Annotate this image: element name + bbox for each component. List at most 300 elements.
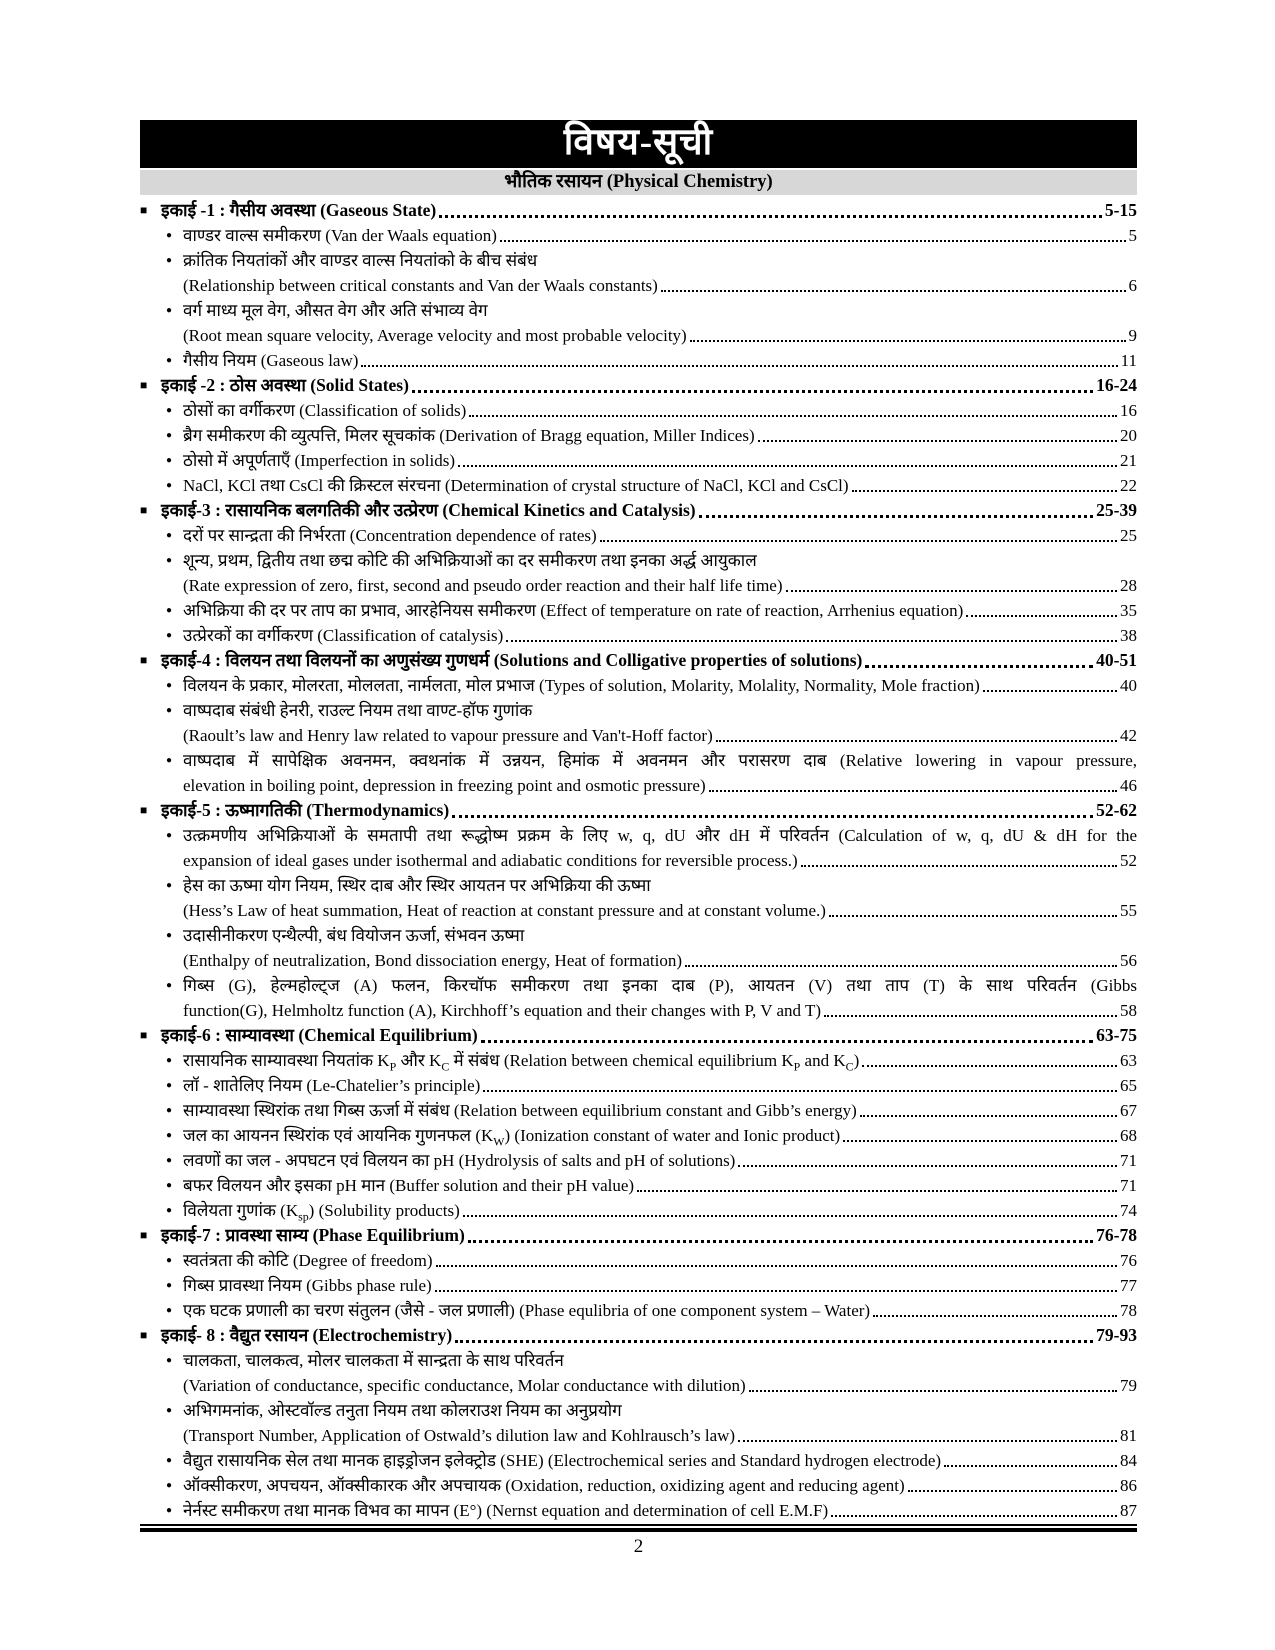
toc-item-text: बफर विलयन और इसका pH मान (Buffer solution and their pH value): [183, 1176, 635, 1195]
toc-item-body: [183, 1198, 1137, 1223]
toc-item-text: विलयन के प्रकार, मोलरता, मोललता, नार्मलता, मोल प्रभाज (Types of solution, Molarity, Molality, Normality, Mole fraction): [183, 676, 980, 695]
toc-item-text: (Enthalpy of neutralization, Bond dissociation energy, Heat of formation): [183, 951, 683, 970]
circle-bullet-icon: ●: [166, 1055, 173, 1066]
leader-dots-icon: [435, 1290, 1117, 1292]
leader-dots-icon: [690, 340, 1126, 342]
toc-section-text: इकाई-5 : ऊष्मागतिकी (Thermodynamics): [161, 800, 450, 820]
toc-item: [140, 698, 1137, 748]
toc-section-heading-body: [161, 198, 1137, 223]
toc-item-lastline: [183, 848, 1137, 873]
footer-page-number: 2: [633, 1536, 644, 1557]
circle-bullet-icon: ●: [166, 1480, 173, 1491]
leader-dots-icon: [452, 815, 1093, 818]
toc-item: [140, 223, 1137, 248]
toc-item-page: 21: [1120, 451, 1137, 470]
circle-bullet-icon: ●: [166, 1180, 173, 1191]
toc-item-page: 16: [1120, 401, 1137, 420]
toc-item-lastline: [183, 273, 1137, 298]
toc-section-lastline: [161, 648, 1137, 673]
toc-item-text: (Raoult’s law and Henry law related to vapour pressure and Van't-Hoff factor): [183, 726, 713, 745]
toc-item-line: चालकता, चालकत्व, मोलर चालकता में सान्द्रता के साथ परिवर्तन: [183, 1351, 564, 1370]
toc-item-line: उत्क्रमणीय अभिक्रियाओं के समतापी तथा रूद्धोष्म प्रक्रम के लिए w, q, dU और dH में परिवर्तन (Calculation of w, q, dU & dH for the: [183, 826, 1137, 845]
toc-item-line: हेस का ऊष्मा योग नियम, स्थिर दाब और स्थिर आयतन पर अभिक्रिया की ऊष्मा: [183, 876, 651, 895]
leader-dots-icon: [468, 1240, 1093, 1243]
toc-item: [140, 1198, 1137, 1223]
leader-dots-icon: [716, 740, 1117, 742]
toc-section-lastline: [161, 198, 1137, 223]
toc-section-heading: [140, 798, 1137, 823]
toc-item-page: 52: [1120, 851, 1137, 870]
toc-item-line: वाष्पदाब में सापेक्षिक अवनमन, क्वथनांक में उन्नयन, हिमांक में अवनमन और परासरण दाब (Relative lowering in vapour pressure,: [183, 751, 1137, 770]
circle-bullet-icon: ●: [166, 1130, 173, 1141]
toc-item: [140, 823, 1137, 873]
toc-item: [140, 523, 1137, 548]
toc-item-lastline: [183, 1123, 1137, 1148]
leader-dots-icon: [862, 1065, 1117, 1067]
toc-list: [140, 198, 1137, 1523]
toc-item-body: [183, 473, 1137, 498]
leader-dots-icon: [361, 365, 1117, 367]
toc-item: [140, 398, 1137, 423]
circle-bullet-icon: ●: [166, 1305, 173, 1316]
leader-dots-icon: [908, 1490, 1117, 1492]
toc-section-page: 5-15: [1104, 200, 1137, 220]
leader-dots-icon: [463, 1215, 1117, 1217]
toc-item-page: 68: [1120, 1126, 1137, 1145]
toc-item-body: [183, 298, 1137, 348]
toc-item-text: वाण्डर वाल्स समीकरण (Van der Waals equation): [183, 226, 497, 245]
toc-item-lastline: [183, 623, 1137, 648]
toc-item: [140, 1173, 1137, 1198]
toc-item-body: [183, 1098, 1137, 1123]
toc-item-text: एक घटक प्रणाली का चरण संतुलन (जैसे - जल प्रणाली) (Phase equlibria of one component system – Water): [183, 1301, 871, 1320]
toc-item-body: [183, 673, 1137, 698]
leader-dots-icon: [709, 790, 1117, 792]
toc-item-body: [183, 548, 1137, 598]
toc-item-lastline: [183, 573, 1137, 598]
toc-item-body: [183, 748, 1137, 798]
toc-item: [140, 348, 1137, 373]
toc-item-body: [183, 698, 1137, 748]
toc-item: [140, 1348, 1137, 1398]
toc-item-lastline: [183, 898, 1137, 923]
toc-item-page: 25: [1120, 526, 1137, 545]
circle-bullet-icon: ●: [166, 555, 173, 566]
toc-item: [140, 923, 1137, 973]
circle-bullet-icon: ●: [166, 1155, 173, 1166]
footer-rule: [140, 1524, 1137, 1532]
section-subtitle: भौतिक रसायन (Physical Chemistry): [140, 170, 1137, 195]
toc-item-line: गिब्स (G), हेल्महोल्ट्ज (A) फलन, किरचॉफ समीकरण तथा इनका दाब (P), आयतन (V) तथा ताप (T) के साथ परिवर्तन (Gibbs: [183, 976, 1138, 995]
circle-bullet-icon: ●: [166, 530, 173, 541]
toc-section-heading-body: [161, 373, 1137, 398]
toc-item-text: वैद्युत रासायनिक सेल तथा मानक हाइड्रोजन इलेक्ट्रोड (SHE) (Electrochemical series and Standard hydrogen electrode): [183, 1451, 942, 1470]
toc-item-text: लवणों का जल - अपघटन एवं विलयन का pH (Hydrolysis of salts and pH of solutions): [183, 1151, 736, 1170]
toc-item: [140, 748, 1137, 798]
toc-section-heading: [140, 1023, 1137, 1048]
toc-item: [140, 423, 1137, 448]
toc-item-text: विलेयता गुणांक $(K_{sp})$ (Solubility products): [183, 1201, 460, 1224]
toc-item: [140, 1298, 1137, 1323]
toc-item-text: साम्यावस्था स्थिरांक तथा गिब्स ऊर्जा में संबंध (Relation between equilibrium constant and Gibb’s energy): [183, 1101, 857, 1120]
toc-item-text: ऑक्सीकरण, अपचयन, ऑक्सीकारक और अपचायक (Oxidation, reduction, oxidizing agent and reducing agent): [183, 1476, 905, 1495]
leader-dots-icon: [500, 240, 1126, 242]
toc-item-page: 40: [1120, 676, 1137, 695]
toc-section-lastline: [161, 498, 1137, 523]
toc-item-page: 20: [1120, 426, 1137, 445]
leader-dots-icon: [738, 1165, 1117, 1167]
leader-dots-icon: [685, 965, 1117, 967]
toc-item-lastline: [183, 598, 1137, 623]
circle-bullet-icon: ●: [166, 455, 173, 466]
leader-dots-icon: [865, 665, 1093, 668]
circle-bullet-icon: ●: [166, 1105, 173, 1116]
toc-item-page: 63: [1120, 1051, 1137, 1070]
toc-item-text: लॉ - शातेलिए नियम (Le-Chatelier’s principle): [183, 1076, 481, 1095]
leader-dots-icon: [843, 1140, 1117, 1142]
toc-item-lastline: [183, 1198, 1137, 1223]
toc-item: [140, 298, 1137, 348]
square-bullet-icon: ■: [140, 653, 148, 667]
toc-section-text: इकाई -1 : गैसीय अवस्था (Gaseous State): [161, 200, 437, 220]
toc-section-heading: [140, 373, 1137, 398]
toc-item-text: (Root mean square velocity, Average velocity and most probable velocity): [183, 326, 687, 345]
toc-item-page: 65: [1120, 1076, 1137, 1095]
leader-dots-icon: [738, 1440, 1117, 1442]
toc-item-lastline: [183, 1423, 1137, 1448]
toc-item-body: [183, 1273, 1137, 1298]
toc-item-body: [183, 248, 1137, 298]
toc-item-body: [183, 1498, 1137, 1523]
toc-section-lastline: [161, 798, 1137, 823]
toc-item-page: 55: [1120, 901, 1137, 920]
toc-item-page: 79: [1120, 1376, 1137, 1395]
toc-section-page: 40-51: [1096, 650, 1137, 670]
toc-item: [140, 1473, 1137, 1498]
toc-section-heading-body: [161, 1023, 1137, 1048]
toc-section-text: इकाई-3 : रासायनिक बलगतिकी और उत्प्रेरण (Chemical Kinetics and Catalysis): [161, 500, 696, 520]
circle-bullet-icon: ●: [166, 1255, 173, 1266]
toc-section-text: इकाई-4 : विलयन तथा विलयनों का अणुसंख्य गुणधर्म (Solutions and Colligative properties of solutions): [161, 650, 863, 670]
leader-dots-icon: [786, 590, 1118, 592]
square-bullet-icon: ■: [140, 803, 148, 817]
toc-item-text: गिब्स प्रावस्था नियम (Gibbs phase rule): [183, 1276, 432, 1295]
toc-item-lastline: [183, 1048, 1137, 1073]
toc-item-body: [183, 623, 1137, 648]
toc-section-heading: [140, 1223, 1137, 1248]
square-bullet-icon: ■: [140, 1328, 148, 1342]
leader-dots-icon: [966, 615, 1117, 617]
toc-section-page: 79-93: [1096, 1325, 1137, 1345]
toc-item-page: 71: [1120, 1151, 1137, 1170]
toc-section-text: इकाई -2 : ठोस अवस्था (Solid States): [161, 375, 409, 395]
toc-item: [140, 548, 1137, 598]
toc-section-heading: [140, 648, 1137, 673]
toc-section-heading-body: [161, 798, 1137, 823]
toc-section-page: 25-39: [1096, 500, 1137, 520]
circle-bullet-icon: ●: [166, 305, 173, 316]
toc-item-text: अभिक्रिया की दर पर ताप का प्रभाव, आरहेनियस समीकरण (Effect of temperature on rate of reaction, Arrhenius equation): [183, 601, 964, 620]
circle-bullet-icon: ●: [166, 705, 173, 716]
leader-dots-icon: [469, 415, 1117, 417]
toc-item-page: 71: [1120, 1176, 1137, 1195]
toc-item-body: [183, 423, 1137, 448]
toc-item-body: [183, 873, 1137, 923]
leader-dots-icon: [824, 1015, 1117, 1017]
leader-dots-icon: [412, 390, 1093, 393]
toc-item-text: नेर्नस्ट समीकरण तथा मानक विभव का मापन (E°) (Nernst equation and determination of cell E.M.F): [183, 1501, 829, 1520]
toc-item-body: [183, 1473, 1137, 1498]
toc-section-heading-body: [161, 1323, 1137, 1348]
toc-section-heading-body: [161, 1223, 1137, 1248]
toc-item: [140, 1123, 1137, 1148]
toc-item-body: [183, 1348, 1137, 1398]
leader-dots-icon: [506, 640, 1117, 642]
toc-item-body: [183, 1123, 1137, 1148]
toc-section-lastline: [161, 1223, 1137, 1248]
toc-item-lastline: [183, 323, 1137, 348]
circle-bullet-icon: ●: [166, 430, 173, 441]
toc-item-lastline: [183, 473, 1137, 498]
toc-section-text: इकाई-6 : साम्यावस्था (Chemical Equilibrium): [161, 1025, 478, 1045]
circle-bullet-icon: ●: [166, 880, 173, 891]
toc-item-page: 35: [1120, 601, 1137, 620]
circle-bullet-icon: ●: [166, 355, 173, 366]
circle-bullet-icon: ●: [166, 1205, 173, 1216]
toc-item-text: function(G), Helmholtz function (A), Kirchhoff’s equation and their changes with P, V and T): [183, 1001, 821, 1020]
toc-section-heading: [140, 498, 1137, 523]
toc-item-body: [183, 348, 1137, 373]
square-bullet-icon: ■: [140, 503, 148, 517]
toc-item-lastline: [183, 1298, 1137, 1323]
toc-item-text: स्वतंत्रता की कोटि (Degree of freedom): [183, 1251, 433, 1270]
toc-item-page: 77: [1120, 1276, 1137, 1295]
toc-section-text: इकाई- 8 : वैद्युत रसायन (Electrochemistry): [161, 1325, 453, 1345]
circle-bullet-icon: ●: [166, 1080, 173, 1091]
toc-item: [140, 598, 1137, 623]
circle-bullet-icon: ●: [166, 1355, 173, 1366]
toc-item-body: [183, 1398, 1137, 1448]
toc-item-page: 87: [1120, 1501, 1137, 1520]
toc-item-page: 67: [1120, 1101, 1137, 1120]
toc-item-page: 11: [1120, 351, 1137, 370]
toc-item: [140, 623, 1137, 648]
toc-section-page: 63-75: [1096, 1025, 1137, 1045]
circle-bullet-icon: ●: [166, 255, 173, 266]
toc-section-page: 52-62: [1096, 800, 1137, 820]
toc-item-lastline: [183, 1248, 1137, 1273]
leader-dots-icon: [860, 1115, 1117, 1117]
toc-item-text: (Transport Number, Application of Ostwald’s dilution law and Kohlrausch’s law): [183, 1426, 736, 1445]
leader-dots-icon: [852, 490, 1117, 492]
toc-item-page: 38: [1120, 626, 1137, 645]
toc-section-lastline: [161, 1023, 1137, 1048]
square-bullet-icon: ■: [140, 1028, 148, 1042]
toc-item-lastline: [183, 1373, 1137, 1398]
leader-dots-icon: [749, 1390, 1117, 1392]
toc-item: [140, 1098, 1137, 1123]
toc-item-lastline: [183, 673, 1137, 698]
toc-item-page: 6: [1128, 276, 1137, 295]
toc-item-body: [183, 1048, 1137, 1073]
circle-bullet-icon: ●: [166, 930, 173, 941]
toc-item: [140, 1498, 1137, 1523]
toc-item-page: 56: [1120, 951, 1137, 970]
leader-dots-icon: [637, 1190, 1117, 1192]
toc-item-body: [183, 1448, 1137, 1473]
toc-item-text: दरों पर सान्द्रता की निर्भरता (Concentration dependence of rates): [183, 526, 597, 545]
toc-item-page: 76: [1120, 1251, 1137, 1270]
toc-item-body: [183, 1298, 1137, 1323]
circle-bullet-icon: ●: [166, 755, 173, 766]
toc-item-text: expansion of ideal gases under isothermal and adiabatic conditions for reversible process.): [183, 851, 798, 870]
leader-dots-icon: [600, 540, 1117, 542]
toc-section-heading: [140, 1323, 1137, 1348]
toc-item-lastline: [183, 523, 1137, 548]
toc-item-page: 78: [1120, 1301, 1137, 1320]
circle-bullet-icon: ●: [166, 830, 173, 841]
toc-item-lastline: [183, 1073, 1137, 1098]
toc-item-line: शून्य, प्रथम, द्वितीय तथा छद्म कोटि की अभिक्रियाओं का दर समीकरण तथा इनका अर्द्ध आयुकाल: [183, 551, 757, 570]
toc-item-page: 58: [1120, 1001, 1137, 1020]
toc-item-page: 46: [1120, 776, 1137, 795]
circle-bullet-icon: ●: [166, 605, 173, 616]
toc-item-text: उत्प्रेरकों का वर्गीकरण (Classification of catalysis): [183, 626, 504, 645]
toc-item-body: [183, 1173, 1137, 1198]
leader-dots-icon: [661, 290, 1126, 292]
toc-item-page: 42: [1120, 726, 1137, 745]
toc-item: [140, 473, 1137, 498]
toc-item-lastline: [183, 448, 1137, 473]
leader-dots-icon: [436, 1265, 1117, 1267]
toc-item-page: 9: [1128, 326, 1137, 345]
toc-item-text: ठोसो में अपूर्णताएँ (Imperfection in solids): [183, 451, 456, 470]
toc-item-text: रासायनिक साम्यावस्था नियतांक $K_P$ और $K_C$ में संबंध (Relation between chemical equilibrium $K_P$ and $K_C$): [183, 1051, 860, 1074]
toc-item-text: elevation in boiling point, depression in freezing point and osmotic pressure): [183, 776, 706, 795]
leader-dots-icon: [983, 690, 1117, 692]
leader-dots-icon: [699, 515, 1094, 518]
toc-item-text: गैसीय नियम (Gaseous law): [183, 351, 359, 370]
circle-bullet-icon: ●: [166, 230, 173, 241]
toc-item-page: 84: [1120, 1451, 1137, 1470]
toc-item: [140, 1398, 1137, 1448]
toc-item-lastline: [183, 773, 1137, 798]
toc-item-text: जल का आयनन स्थिरांक एवं आयनिक गुणनफल $(K_W)$ (Ionization constant of water and Ionic product): [183, 1126, 841, 1149]
toc-item-text: (Relationship between critical constants and Van der Waals constants): [183, 276, 658, 295]
toc-item-lastline: [183, 398, 1137, 423]
circle-bullet-icon: ●: [166, 630, 173, 641]
toc-item-page: 28: [1120, 576, 1137, 595]
toc-item-lastline: [183, 223, 1137, 248]
toc-section-lastline: [161, 373, 1137, 398]
toc-item: [140, 248, 1137, 298]
toc-item-lastline: [183, 1098, 1137, 1123]
toc-item-body: [183, 523, 1137, 548]
toc-item-lastline: [183, 423, 1137, 448]
toc-item-page: 81: [1120, 1426, 1137, 1445]
toc-item-text: (Variation of conductance, specific conductance, Molar conductance with dilution): [183, 1376, 746, 1395]
toc-section-heading: [140, 198, 1137, 223]
toc-item-lastline: [183, 1473, 1137, 1498]
toc-page: [140, 120, 1137, 1523]
toc-item-text: ब्रैग समीकरण की व्युत्पत्ति, मिलर सूचकांक (Derivation of Bragg equation, Miller Indices): [183, 426, 755, 445]
toc-item: [140, 1148, 1137, 1173]
toc-item-line: वर्ग माध्य मूल वेग, औसत वेग और अति संभाव्य वेग: [183, 301, 488, 320]
toc-item-text: ठोसों का वर्गीकरण (Classification of solids): [183, 401, 467, 420]
square-bullet-icon: ■: [140, 203, 148, 217]
toc-item-body: [183, 1148, 1137, 1173]
leader-dots-icon: [455, 1340, 1093, 1343]
toc-item: [140, 1273, 1137, 1298]
toc-item: [140, 1248, 1137, 1273]
toc-item: [140, 1048, 1137, 1073]
circle-bullet-icon: ●: [166, 1505, 173, 1516]
toc-item: [140, 448, 1137, 473]
toc-item-lastline: [183, 348, 1137, 373]
toc-item-text: (Rate expression of zero, first, second and pseudo order reaction and their half life time): [183, 576, 783, 595]
leader-dots-icon: [758, 440, 1117, 442]
toc-item-lastline: [183, 1148, 1137, 1173]
toc-item-body: [183, 1248, 1137, 1273]
toc-item-body: [183, 398, 1137, 423]
toc-item-lastline: [183, 948, 1137, 973]
toc-item-text: (Hess’s Law of heat summation, Heat of reaction at constant pressure and at constant volume.): [183, 901, 826, 920]
toc-item-lastline: [183, 998, 1137, 1023]
toc-section-text: इकाई-7 : प्रावस्था साम्य (Phase Equilibrium): [161, 1225, 465, 1245]
circle-bullet-icon: ●: [166, 1405, 173, 1416]
toc-item-line: अभिगमनांक, ओस्टवॉल्ड तनुता नियम तथा कोलराउश नियम का अनुप्रयोग: [183, 1401, 622, 1420]
leader-dots-icon: [481, 1040, 1093, 1043]
leader-dots-icon: [439, 215, 1102, 218]
leader-dots-icon: [483, 1090, 1117, 1092]
circle-bullet-icon: ●: [166, 980, 173, 991]
toc-item: [140, 1073, 1137, 1098]
leader-dots-icon: [873, 1315, 1117, 1317]
toc-item-line: वाष्पदाब संबंधी हेनरी, राउल्ट नियम तथा वाण्ट-हॉफ गुणांक: [183, 701, 533, 720]
leader-dots-icon: [944, 1465, 1117, 1467]
toc-item-lastline: [183, 1498, 1137, 1523]
page-title: विषय-सूची: [140, 120, 1137, 168]
toc-item-body: [183, 823, 1137, 873]
toc-item-page: 5: [1128, 226, 1137, 245]
circle-bullet-icon: ●: [166, 405, 173, 416]
toc-item: [140, 873, 1137, 923]
toc-item-body: [183, 923, 1137, 973]
toc-item-line: उदासीनीकरण एन्थैल्पी, बंध वियोजन ऊर्जा, संभवन ऊष्मा: [183, 926, 525, 945]
toc-section-page: 76-78: [1096, 1225, 1137, 1245]
toc-section-page: 16-24: [1096, 375, 1137, 395]
toc-section-heading-body: [161, 648, 1137, 673]
square-bullet-icon: ■: [140, 1228, 148, 1242]
leader-dots-icon: [458, 465, 1117, 467]
toc-item-body: [183, 973, 1137, 1023]
toc-item-text: NaCl, KCl तथा CsCl की क्रिस्टल संरचना (Determination of crystal structure of NaCl, KCl and CsCl): [183, 476, 849, 495]
toc-item: [140, 1448, 1137, 1473]
toc-item-page: 86: [1120, 1476, 1137, 1495]
square-bullet-icon: ■: [140, 378, 148, 392]
circle-bullet-icon: ●: [166, 1280, 173, 1291]
circle-bullet-icon: ●: [166, 680, 173, 691]
toc-item-body: [183, 223, 1137, 248]
leader-dots-icon: [831, 1515, 1117, 1517]
circle-bullet-icon: ●: [166, 480, 173, 491]
toc-section-heading-body: [161, 498, 1137, 523]
leader-dots-icon: [829, 915, 1117, 917]
circle-bullet-icon: ●: [166, 1455, 173, 1466]
toc-item: [140, 973, 1137, 1023]
toc-item-page: 22: [1120, 476, 1137, 495]
toc-item-page: 74: [1120, 1201, 1137, 1220]
